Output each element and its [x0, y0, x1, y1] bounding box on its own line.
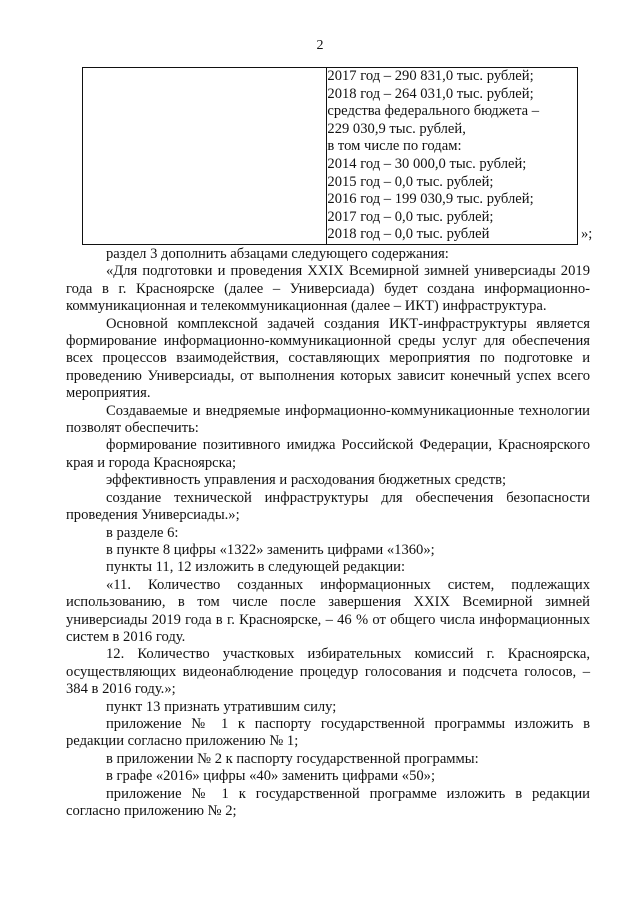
page-number: 2: [316, 38, 324, 53]
table-line: 2017 год – 290 831,0 тыс. рублей;: [327, 68, 534, 84]
table-line: 2018 год – 264 031,0 тыс. рублей;: [327, 85, 534, 102]
paragraph: в пункте 8 цифры «1322» заменить цифрами «1360»;: [106, 541, 435, 558]
continuation-table-wrap: [82, 67, 592, 245]
paragraph: «Для подготовки и проведения XXIX Всемирной зимней универсиады 2019 года в г. Красноярске (далее – Универсиада) будет создана информационно-коммуникационная и телекоммуникационная (далее – ИКТ) инфраструктура.: [66, 263, 590, 315]
table-row: [83, 68, 578, 245]
table-line: 2014 год – 30 000,0 тыс. рублей;: [327, 155, 527, 172]
table-line: средства федерального бюджета –: [327, 103, 540, 120]
paragraph: «11. Количество созданных информационных систем, подлежащих использованию, в том числе после завершения XXIX Всемирной зимней универсиады 2019 года в г. Красноярске, – 46 % от общего числа информационных систем в 2016 году.: [66, 576, 590, 645]
paragraph: в разделе 6:: [106, 524, 179, 541]
paragraph: приложение № 1 к паспорту государственной программы изложить в редакции согласно приложению № 1;: [66, 715, 590, 750]
document-body: [66, 246, 590, 820]
paragraph: раздел 3 дополнить абзацами следующего содержания:: [106, 246, 449, 262]
continuation-table: [82, 67, 578, 245]
paragraph: эффективность управления и расходования бюджетных средств;: [106, 472, 507, 489]
table-line: в том числе по годам:: [327, 138, 462, 155]
paragraph: создание технической инфраструктуры для обеспечения безопасности проведения Универсиады.»;: [66, 489, 590, 524]
table-right-cell: [327, 68, 578, 245]
table-line: 2017 год – 0,0 тыс. рублей;: [327, 208, 494, 225]
paragraph: Создаваемые и внедряемые информационно-коммуникационные технологии позволят обеспечить:: [66, 402, 590, 437]
table-left-cell: [83, 68, 327, 245]
table-line: 2018 год – 0,0 тыс. рублей: [327, 226, 490, 243]
table-line: 229 030,9 тыс. рублей,: [327, 120, 466, 137]
paragraph: пункты 11, 12 изложить в следующей редакции:: [106, 559, 406, 576]
paragraph: формирование позитивного имиджа Российской Федерации, Красноярского края и города Красноярска;: [66, 437, 590, 471]
paragraph: Основной комплексной задачей создания ИКТ-инфраструктуры является формирование информационно-коммуникационной среды услуг для обеспечения всех процессов взаимодействия, составляющих мероприятия по подготовке и проведению Универсиады, от выполнения которых зависит конечный успех всего мероприятия.: [66, 315, 590, 402]
table-line: 2016 год – 199 030,9 тыс. рублей;: [327, 191, 534, 208]
paragraph: в приложении № 2 к паспорту государственной программы:: [106, 750, 479, 767]
paragraph: 12. Количество участковых избирательных комиссий г. Красноярска, осуществляющих видеонаблюдение процедур голосования и подсчета голосов, – 384 в 2016 году.»;: [66, 646, 590, 698]
table-closing-quote: »;: [581, 226, 593, 242]
paragraph: пункт 13 признать утратившим силу;: [106, 698, 337, 715]
paragraph: в графе «2016» цифры «40» заменить цифрами «50»;: [106, 768, 436, 785]
paragraph: приложение № 1 к государственной программе изложить в редакции согласно приложению № 2;: [66, 785, 590, 819]
table-line: 2015 год – 0,0 тыс. рублей;: [327, 173, 494, 190]
